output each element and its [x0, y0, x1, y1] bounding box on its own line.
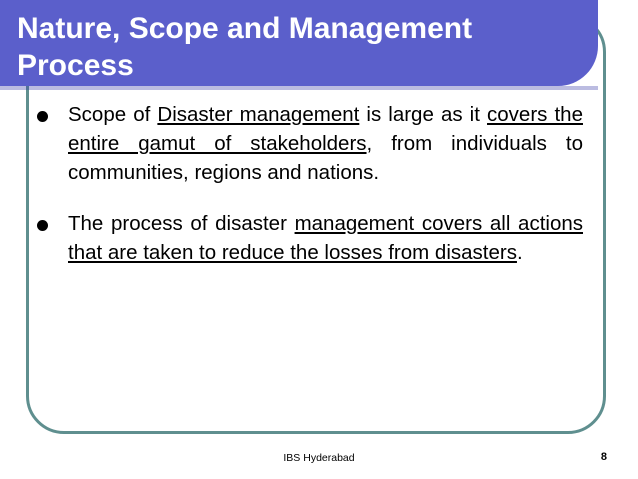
- bullet-dot-icon: [37, 220, 48, 231]
- title-bar-shadow: [0, 86, 598, 90]
- text-segment: , from individuals to communities, regions and nations.: [68, 132, 583, 184]
- underlined-text-segment: covers the entire gamut of stakeholders: [68, 103, 583, 155]
- text-segment: Scope of: [68, 103, 158, 126]
- bullet-item: [37, 209, 583, 267]
- bullet-text: [68, 209, 583, 267]
- bullet-item: [37, 100, 583, 187]
- bullet-text: [68, 100, 583, 187]
- footer-source: IBS Hyderabad: [283, 452, 355, 464]
- text-segment: is large as it: [359, 103, 488, 126]
- bullet-dot-icon: [37, 111, 48, 122]
- underlined-text-segment: Disaster management: [157, 103, 360, 126]
- text-segment: .: [516, 241, 523, 264]
- underlined-text-segment: management covers all actions that are taken to reduce the losses from disasters: [68, 212, 583, 264]
- slide-content: [37, 100, 583, 289]
- title-bar: [0, 0, 598, 86]
- page-number: 8: [600, 451, 607, 463]
- text-segment: The process of disaster: [68, 212, 295, 235]
- slide-title: Nature, Scope and Management Process: [17, 12, 473, 82]
